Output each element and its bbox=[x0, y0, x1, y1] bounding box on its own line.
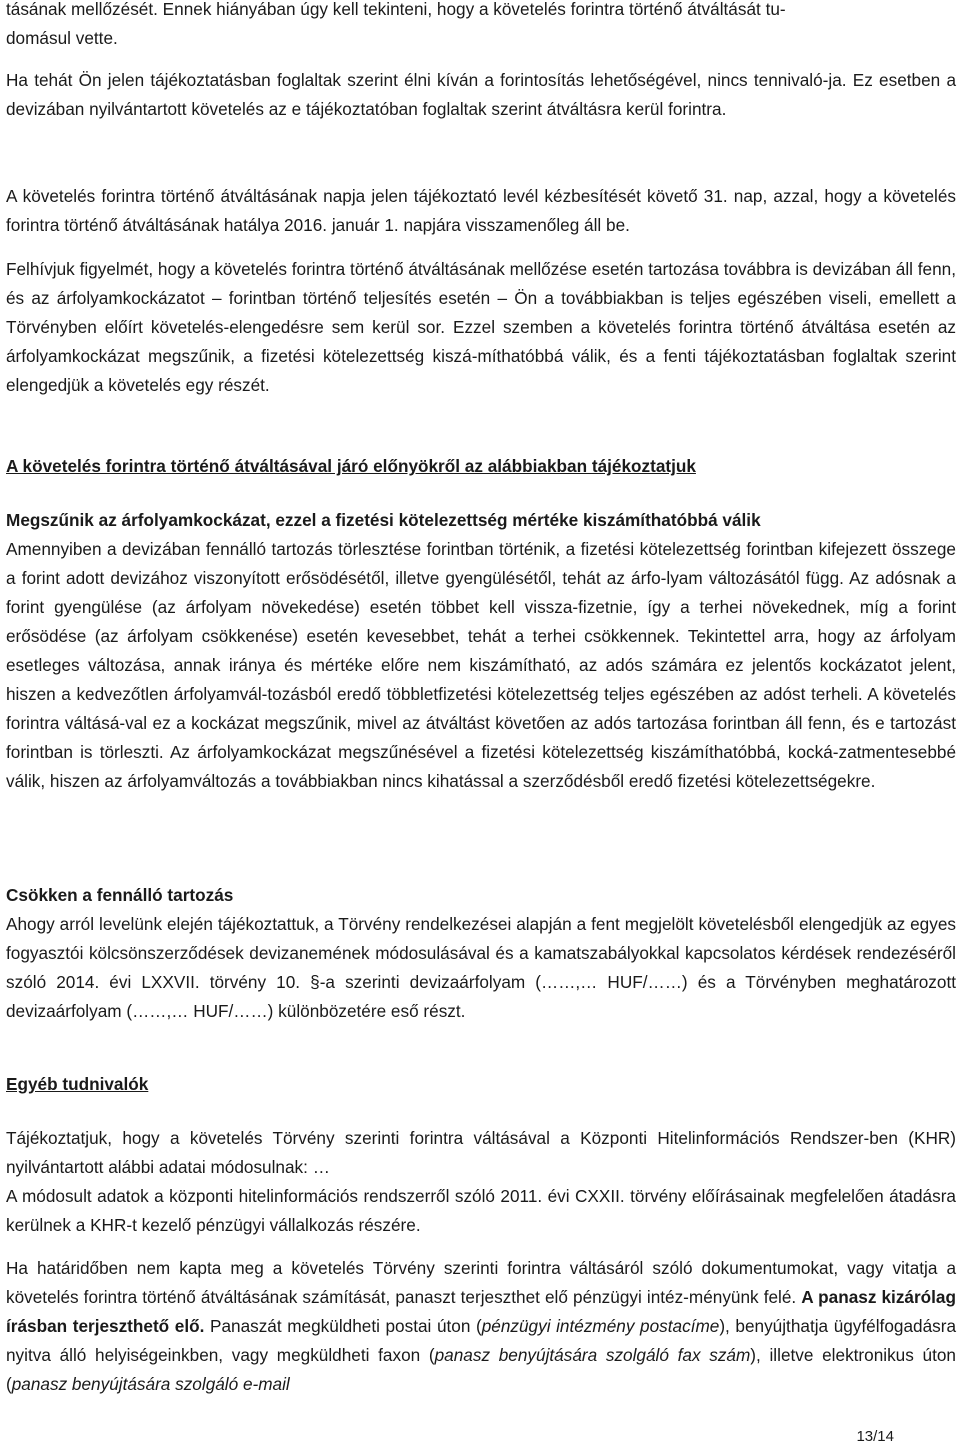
section-heading-arfolyamkockazat: Megszűnik az árfolyamkockázat, ezzel a fizetési kötelezettség mértéke kiszámíthatóbbá válik bbox=[6, 510, 761, 530]
section-body-khr bbox=[6, 1124, 956, 1240]
paragraph-panasz bbox=[6, 1254, 956, 1399]
panasz-bold: A panasz kizárólag írásban terjeszthető elő. bbox=[6, 1287, 956, 1336]
panasz-italic: pénzügyi intézmény postacíme bbox=[481, 1316, 720, 1336]
paragraph-felhivas: Felhívjuk figyelmét, hogy a követelés forintra történő átváltásának mellőzése esetén tartozása továbbra is devizában áll fenn, és az árfolyamkockázatot – forintban történő teljesítés esetén – Ön a továbbiakban is teljes egészében viseli, emellett a Törvényben előírt követelés-elengedésre sem kerül sor. Ezzel szemben a követelés forintra történő átváltása esetén az árfolyamkockázat megszűnik, a fizetési kötelezettség kiszá-míthatóbbá válik, és a fenti tájékoztatásban foglaltak szerint elengedjük a követelés egy részét. bbox=[6, 259, 956, 395]
section-tartozas-csokken bbox=[6, 881, 956, 1026]
paragraph-line: tásának mellőzését. Ennek hiányában úgy kell tekinteni, hogy a követelés forintra történő átváltását tu- bbox=[6, 0, 786, 19]
panasz-italic: panasz benyújtására szolgáló e-mail bbox=[11, 1374, 290, 1394]
panasz-text: ), illetve elektronikus úton ( bbox=[6, 1345, 956, 1394]
panasz-text: Panaszát megküldheti postai úton ( bbox=[209, 1316, 482, 1336]
section-heading-tartozas: Csökken a fennálló tartozás bbox=[6, 885, 234, 905]
panasz-text: Ha határidőben nem kapta meg a követelés Törvény szerinti forintra váltásáról szóló dokumentumokat, vagy vitatja a követelés forintra történő átváltásának számítását, panaszt terjeszthet elő pénzügyi intéz-ményünk felé. bbox=[6, 1258, 956, 1307]
section-heading-egyeb: Egyéb tudnivalók bbox=[6, 1074, 149, 1094]
section-arfolyamkockazat bbox=[6, 506, 956, 796]
panasz-text: ), benyújthatja ügyfélfogadásra nyitva álló helyiségeinkben, vagy megküldheti faxon ( bbox=[6, 1316, 957, 1365]
paragraph-atvaltas-napja: A követelés forintra történő átváltásának napja jelen tájékoztató levél kézbesítését követő 31. nap, azzal, hogy a követelés forintra történő átváltásának hatálya 2016. január 1. napjára visszamenőleg áll be. bbox=[6, 186, 956, 235]
page-number: 13/14 bbox=[856, 1428, 894, 1445]
paragraph-forintositas: Ha tehát Ön jelen tájékoztatásban foglaltak szerint élni kíván a forintosítás lehetőségével, nincs tennivaló-ja. Ez esetben a devizában nyilvántartott követelés az e tájékoztatóban foglaltak szerint átváltásra kerül forintra. bbox=[6, 70, 956, 119]
panasz-italic: panasz benyújtására szolgáló fax szám bbox=[434, 1345, 751, 1365]
paragraph-khr-adatok: Tájékoztatjuk, hogy a követelés Törvény szerinti forintra váltásával a Központi Hitelinformációs Rendszer-ben (KHR) nyilvántartott alábbi adatai módosulnak: … bbox=[6, 1128, 956, 1177]
paragraph-khr-atadas: A módosult adatok a központi hitelinformációs rendszerről szóló 2011. évi CXXII. törvény előírásainak megfelelően átadásra kerülnek a KHR-t kezelő pénzügyi vállalkozás részére. bbox=[6, 1186, 956, 1235]
paragraph-line: domásul vette. bbox=[6, 28, 118, 48]
section-body-arfolyamkockazat: Amennyiben a devizában fennálló tartozás törlesztése forintban történik, a fizetési kötelezettség forintban kifejezett összege a forint adott devizához viszonyított erősödésétől, illetve gyengülésétől, tehát az árfo-lyam változásától függ. Az adósnak a forint gyengülése (az árfolyam növekedése) esetén többet kell vissza-fizetnie, így a terhei növekednek, míg a forint erősödése (az árfolyam csökkenése) esetén kevesebbet, tehát a terhei csökkennek. Tekintettel arra, hogy az árfolyam esetleges változása, annak iránya és mértéke előre nem kiszámítható, az adós számára ez jelentős kockázatot jelent, hiszen a kedvezőtlen árfolyamvál-tozásból eredő többletfizetési kötelezettség teljes egészében az adóst terheli. A követelés forintra váltásá-val ez a kockázat megszűnik, mivel az átváltást követően az adós tartozása forintban áll fenn, és e tartozást forintban is törleszti. Az árfolyamkockázat megszűnésével a fizetési kötelezettség kiszámíthatóbbá, kocká-zatmentesebbé válik, hiszen az árfolyamváltozás a továbbiakban nincs kihatással a szerződésből eredő fizetési kötelezettségekre. bbox=[6, 539, 956, 791]
section-heading-elonyok: A követelés forintra történő átváltásával járó előnyökről az alábbiakban tájékoztatjuk bbox=[6, 456, 696, 476]
paragraph-continuation bbox=[6, 0, 956, 53]
section-body-tartozas: Ahogy arról levelünk elején tájékoztattuk, a Törvény rendelkezései alapján a fent megjelölt követelésből elengedjük az egyes fogyasztói kölcsönszerződések devizanemének módosulásával és a kamatszabályokkal kapcsolatos kérdések rendezéséről szóló 2014. évi LXXVII. törvény 10. §-a szerinti devizaárfolyam (……,… HUF/……) és a Törvényben meghatározott devizaárfolyam (……,… HUF/……) különbözetére eső részt. bbox=[6, 914, 956, 1021]
